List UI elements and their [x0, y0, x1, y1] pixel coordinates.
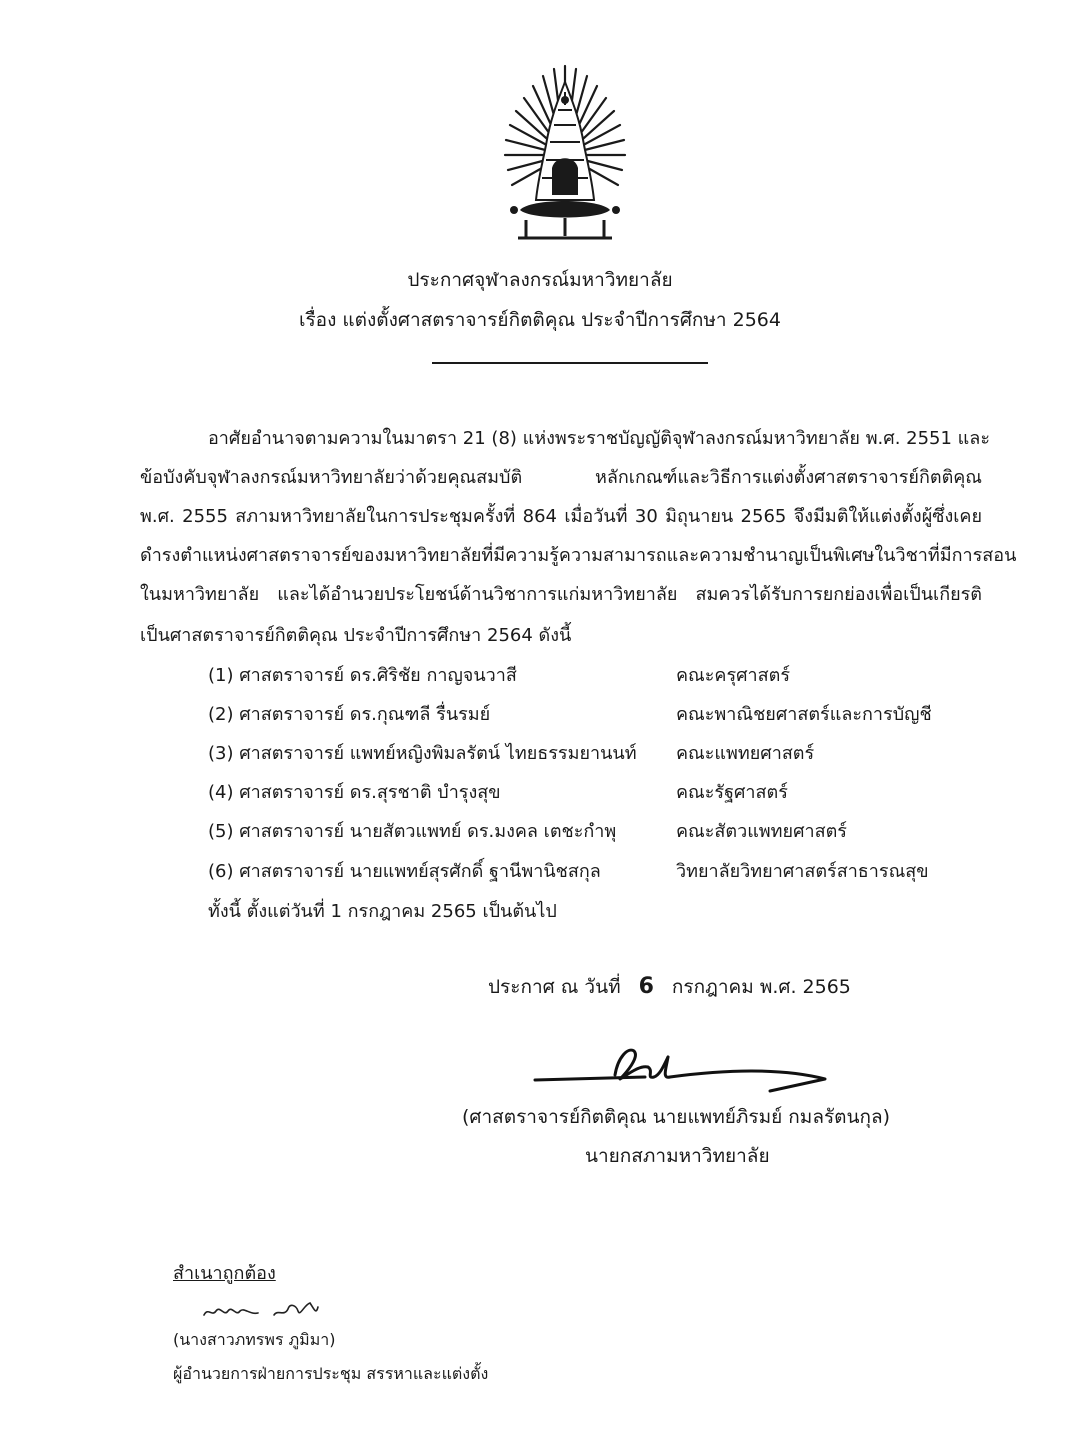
body-line-1: อาศัยอำนาจตามความในมาตรา 21 (8) แห่งพระราชบัญญัติจุฬาลงกรณ์มหาวิทยาลัย พ.ศ. 2551 และ [208, 428, 990, 449]
appointee-name: (1) ศาสตราจารย์ ดร.ศิริชัย กาญจนวาสี [208, 665, 517, 686]
appointee-faculty: คณะรัฐศาสตร์ [676, 782, 788, 803]
appointee-faculty: คณะสัตวแพทยศาสตร์ [676, 821, 847, 842]
appointee-faculty: คณะครุศาสตร์ [676, 665, 790, 686]
certifier-signature [200, 1295, 330, 1325]
body-line-3: พ.ศ. 2555 สภามหาวิทยาลัยในการประชุมครั้งที่ 864 เมื่อวันที่ 30 มิถุนายน 2565 จึงมีมติให้แต่งตั้งผู้ซึ่งเคย [140, 506, 982, 527]
appointee-name: (4) ศาสตราจารย์ ดร.สุรชาติ บำรุงสุข [208, 782, 501, 803]
certified-label: สำเนาถูกต้อง [173, 1263, 276, 1284]
body-line-6: เป็นศาสตราจารย์กิตติคุณ ประจำปีการศึกษา 2564 ดังนี้ [140, 625, 572, 646]
signatory-position: นายกสภามหาวิทยาลัย [585, 1145, 770, 1167]
appointee-name: (6) ศาสตราจารย์ นายแพทย์สุรศักดิ์ ฐานีพานิชสกุล [208, 861, 601, 882]
signatory-name: (ศาสตราจารย์กิตติคุณ นายแพทย์ภิรมย์ กมลรัตนกุล) [462, 1106, 891, 1128]
certifier-position: ผู้อำนวยการฝ่ายการประชุม สรรหาและแต่งตั้ง [173, 1364, 489, 1383]
appointee-faculty: คณะแพทยศาสตร์ [676, 743, 815, 764]
president-signature [530, 1035, 840, 1105]
effective-date: ทั้งนี้ ตั้งแต่วันที่ 1 กรกฎาคม 2565 เป็นต้นไป [208, 901, 557, 922]
university-emblem [500, 60, 630, 245]
body-line-5: ในมหาวิทยาลัย และได้อำนวยประโยชน์ด้านวิชาการแก่มหาวิทยาลัย สมควรได้รับการยกย่องเพื่อเป็นเกียรติ [140, 584, 982, 605]
announce-suffix: กรกฎาคม พ.ศ. 2565 [671, 976, 851, 998]
announce-prefix: ประกาศ ณ วันที่ [488, 976, 621, 998]
appointee-name: (2) ศาสตราจารย์ ดร.กุณฑลี รื่นรมย์ [208, 704, 491, 725]
certifier-name: (นางสาวภทรพร ภูมิมา) [173, 1330, 336, 1349]
body-line-4: ดำรงตำแหน่งศาสตราจารย์ของมหาวิทยาลัยที่มีความรู้ความสามารถและความชำนาญเป็นพิเศษในวิชาที่มีการสอน [140, 545, 1017, 566]
title-divider [432, 362, 708, 364]
appointee-faculty: วิทยาลัยวิทยาศาสตร์สาธารณสุข [676, 861, 929, 882]
appointee-faculty: คณะพาณิชยศาสตร์และการบัญชี [676, 704, 932, 725]
appointee-name: (5) ศาสตราจารย์ นายสัตวแพทย์ ดร.มงคล เตชะกำพุ [208, 821, 617, 842]
appointee-name: (3) ศาสตราจารย์ แพทย์หญิงพิมลรัตน์ ไทยธรรมยานนท์ [208, 743, 637, 764]
announce-day: 6 [638, 974, 654, 999]
announcement-title: ประกาศจุฬาลงกรณ์มหาวิทยาลัย [407, 269, 673, 291]
body-line-2: ข้อบังคับจุฬาลงกรณ์มหาวิทยาลัยว่าด้วยคุณสมบัติ หลักเกณฑ์และวิธีการแต่งตั้งศาสตราจารย์กิตติคุณ [140, 467, 982, 488]
announcement-subject: เรื่อง แต่งตั้งศาสตราจารย์กิตติคุณ ประจำปีการศึกษา 2564 [298, 309, 781, 331]
announcement-date [488, 972, 851, 1002]
